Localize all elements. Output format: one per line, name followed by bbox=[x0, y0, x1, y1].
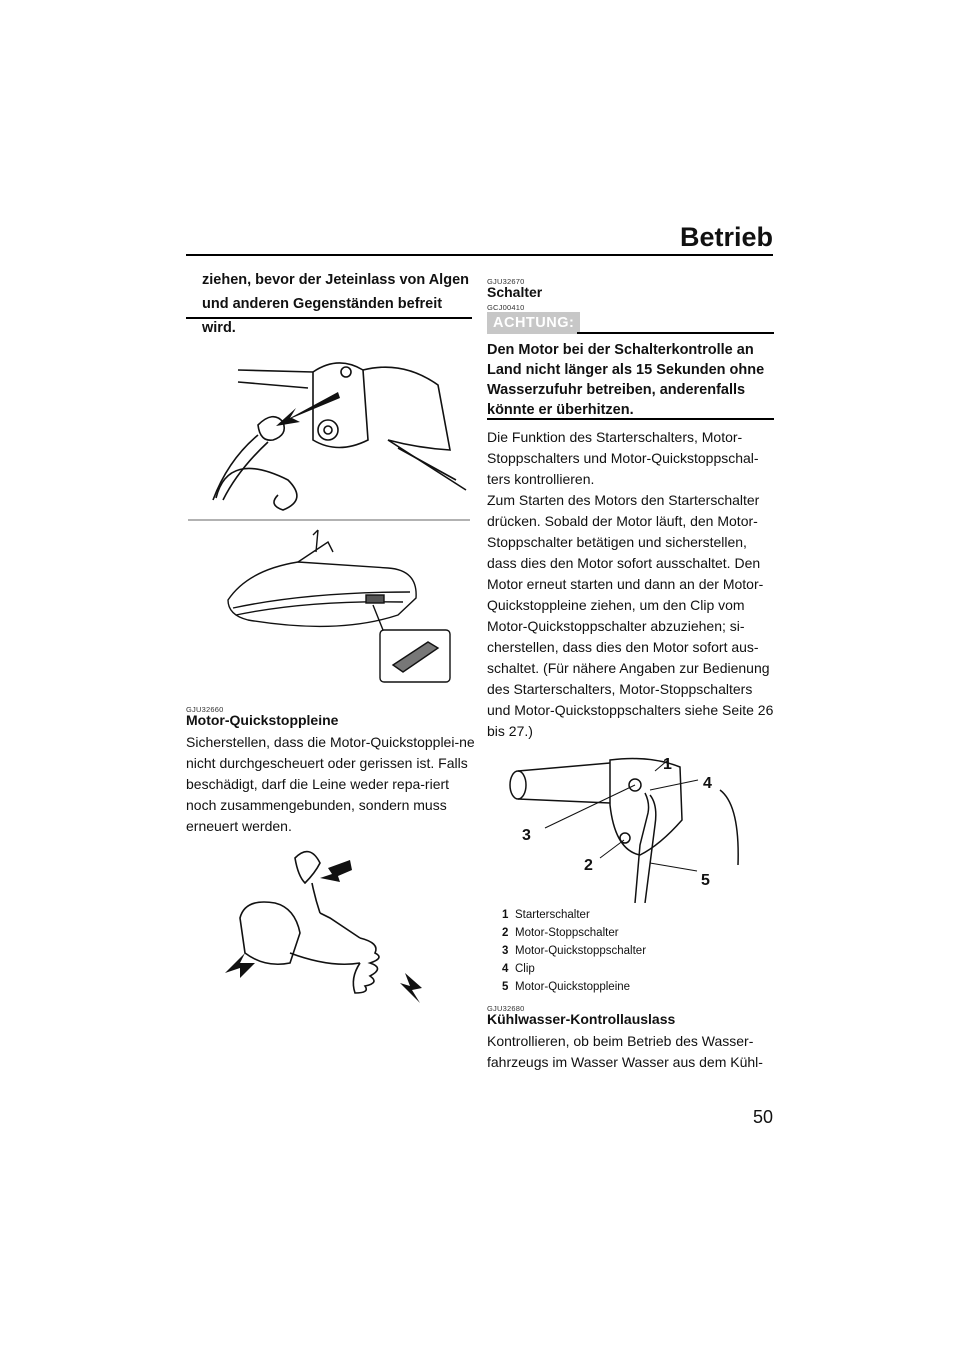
callout-4: 4 bbox=[703, 775, 712, 792]
caution-rule bbox=[577, 332, 774, 334]
handlebar-lanyard-illustration bbox=[188, 330, 470, 690]
header-rule bbox=[186, 254, 773, 256]
section-title-switches: Schalter bbox=[487, 284, 543, 300]
inspect-arrow-icon-top bbox=[320, 860, 352, 882]
callout-3: 3 bbox=[522, 827, 531, 844]
legend-item: 2 Motor-Stoppschalter bbox=[502, 927, 619, 939]
caution-badge: ACHTUNG: bbox=[487, 312, 580, 334]
callout-2: 2 bbox=[584, 857, 593, 874]
callout-5: 5 bbox=[701, 872, 710, 889]
section-code: GJU32660 bbox=[186, 705, 224, 714]
section-title-coolwater-outlet: Kühlwasser-Kontrollauslass bbox=[487, 1011, 676, 1027]
section-title-quickstop-lanyard: Motor-Quickstoppleine bbox=[186, 712, 339, 728]
figure-legend bbox=[502, 906, 646, 996]
switches-body-text: Die Funktion des Starterschalters, Motor-Stoppschalters und Motor-Quickstoppschal-ters kontrollieren. Zum Starten des Motors den Starterschalter drücken. Sobald der Motor läuft, den Motor-Stoppschalter betätigen und sicherstellen, dass dies den Motor sofort ausschaltet. Den Motor erneut starten und dann an der Motor-Quickstoppleine ziehen, um den Clip vom Motor-Quickstoppschalter abzuziehen; si-cherstellen, dass dies den Motor sofort aus-schaltet. (Für nähere Angaben zur Bedienung des Starterschalters, Motor-Stoppschalters und Motor-Quickstoppschalters siehe Seite 26 bis 27.) bbox=[487, 429, 774, 739]
handlebar-drawing bbox=[213, 363, 466, 510]
page-number: 50 bbox=[752, 1107, 773, 1127]
caution-header bbox=[487, 312, 774, 336]
warning-continuation: ziehen, bevor der Jeteinlass von Algen und anderen Gegenständen befreit wird. bbox=[202, 272, 469, 336]
legend-item: 5 Motor-Quickstoppleine bbox=[502, 981, 631, 993]
caution-code: GCJ00410 bbox=[487, 303, 525, 312]
legend-item: 1 Starterschalter bbox=[502, 909, 590, 921]
caution-text: Den Motor bei der Schalterkontrolle an Land nicht länger als 15 Sekunden ohne Wasserzufuhr betreiben, anderenfalls könnte er überhitzen. bbox=[487, 342, 765, 418]
lanyard-body-text: Sicherstellen, dass die Motor-Quickstopplei-ne nicht durchgescheuert oder gerissen ist. Falls beschädigt, darf die Leine weder repa-riert noch zusammengebunden, sondern muss erneuert werden. bbox=[186, 734, 475, 834]
legend-item: 4 Clip bbox=[502, 963, 535, 975]
inspect-arrow-icon-right bbox=[400, 973, 422, 1003]
section-code: GJU32670 bbox=[487, 277, 525, 286]
caution-end-rule bbox=[487, 418, 774, 420]
callout-1: 1 bbox=[663, 756, 672, 773]
switch-illustration bbox=[500, 745, 740, 903]
watercraft-drawing bbox=[228, 530, 450, 682]
coolwater-body-text: Kontrollieren, ob beim Betrieb des Wasser-fahrzeugs im Wasser Wasser aus dem Kühl- bbox=[487, 1033, 763, 1070]
section-code: GJU32680 bbox=[487, 1004, 525, 1013]
legend-item: 3 Motor-Quickstoppschalter bbox=[502, 945, 647, 957]
lanyard-illustration bbox=[220, 838, 430, 1028]
warning-end-rule bbox=[186, 317, 472, 319]
page-header-title: Betrieb bbox=[679, 222, 773, 252]
